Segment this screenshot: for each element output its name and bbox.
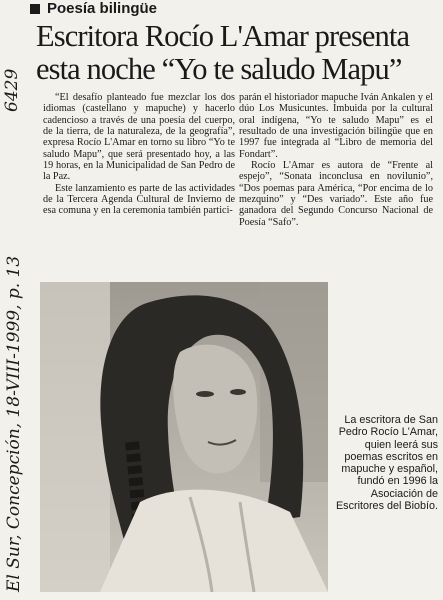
photo-caption: La escritora de San Pedro Rocío L'Amar, quien leerá sus poemas escritos en mapuche y español, fundó en 1996 la Asociación de Escritores del Biobío.: [335, 414, 438, 513]
article-column-2: [239, 92, 433, 228]
handwritten-annotations: [0, 0, 30, 600]
paragraph: parán el historiador mapuche Iván Ankalen y el dúo Los Musicuntes. Imbuida por la cultural oral indígena, “Yo te saludo Mapu” es el resultado de una investigación bilingüe que en 1997 fue integrada al “Libro de memoria del Fondart”.: [239, 92, 433, 160]
handwritten-source-date: El Sur, Concepción, 18-VIII-1999, p. 13: [4, 255, 24, 592]
author-photo: [40, 282, 328, 592]
handwritten-code: 6429: [2, 68, 22, 112]
kicker-bullet: [30, 4, 40, 14]
paragraph: “El desafío planteado fue mezclar los dos idiomas (castellano y mapuche) y hacerlo cadencioso a través de una poesía del cuerpo, de la tierra, de la naturaleza, de la geografía”, expresa Rocío L'Amar en torno su libro “Yo te saludo Mapu”, que será presentado hoy, a las 19 horas, en la Municipalidad de San Pedro de la Paz.: [43, 92, 235, 183]
headline: Escritora Rocío L'Amar presenta esta noche “Yo te saludo Mapu”: [36, 19, 410, 86]
kicker: Poesía bilingüe: [47, 0, 158, 17]
paragraph: Este lanzamiento es parte de las actividades de la Tercera Agenda Cultural de Invierno de esa comuna y en la ceremonia también partici-: [43, 182, 235, 217]
article-column-1: [43, 92, 235, 217]
paragraph: Rocío L'Amar es autora de “Frente al espejo”, “Sonata inconclusa en novilunio”, “Dos poemas para América, “Por encima de lo mezquino” y “Des variado”. Este año fue ganadora del Segundo Concurso Nacional de Poesía “Safo”.: [239, 160, 433, 228]
